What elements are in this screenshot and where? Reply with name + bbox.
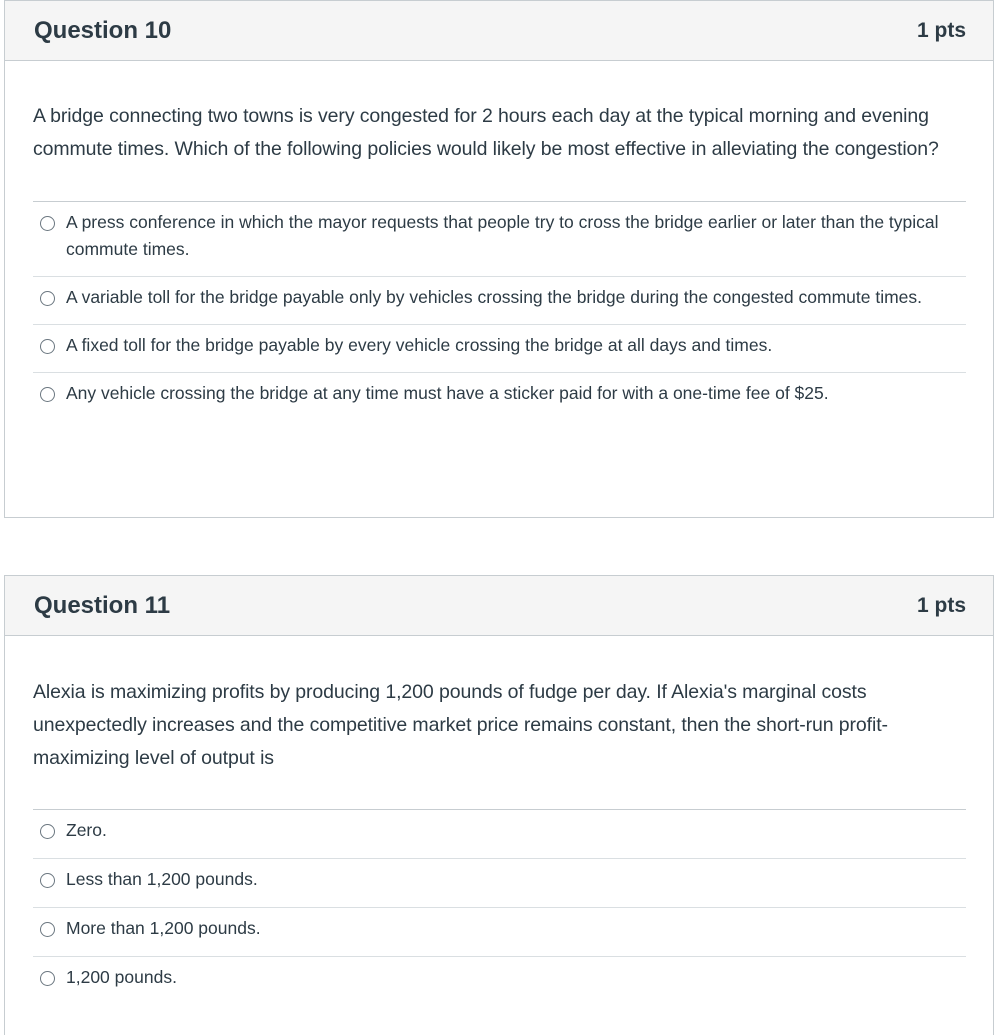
radio-button[interactable] [40, 824, 55, 839]
answer-option-c[interactable] [33, 325, 966, 373]
answer-label[interactable]: A variable toll for the bridge payable only by vehicles crossing the bridge during the congested commute times. [66, 287, 923, 307]
question-text: Alexia is maximizing profits by producing 1,200 pounds of fudge per day. If Alexia's marginal costs unexpectedly increases and the competitive market price remains constant, then the short-run profit-maximizing level of output is [33, 636, 966, 810]
question-body [5, 61, 993, 420]
question-title: Question 10 [34, 16, 172, 44]
answer-option-a[interactable] [33, 810, 966, 859]
radio-button[interactable] [40, 216, 55, 231]
answer-label[interactable]: A press conference in which the mayor requests that people try to cross the bridge earlier or later than the typical commute times. [66, 212, 939, 259]
answer-option-c[interactable] [33, 908, 966, 957]
answer-label[interactable]: Any vehicle crossing the bridge at any time must have a sticker paid for with a one-time fee of $25. [66, 383, 829, 403]
radio-button[interactable] [40, 291, 55, 306]
answer-list [33, 810, 966, 1005]
answer-label[interactable]: A fixed toll for the bridge payable by every vehicle crossing the bridge at all days and times. [66, 335, 773, 355]
radio-button[interactable] [40, 387, 55, 402]
question-body [5, 636, 993, 1005]
question-header [5, 576, 993, 636]
answer-option-d[interactable] [33, 957, 966, 1005]
radio-button[interactable] [40, 971, 55, 986]
question-header [5, 1, 993, 61]
answer-option-b[interactable] [33, 859, 966, 908]
question-points: 1 pts [916, 593, 966, 617]
answer-label[interactable]: Less than 1,200 pounds. [66, 869, 258, 889]
radio-button[interactable] [40, 873, 55, 888]
question-points: 1 pts [916, 18, 966, 42]
answer-list [33, 202, 966, 420]
question-card-10 [4, 0, 994, 518]
answer-label[interactable]: Zero. [66, 820, 107, 840]
answer-label[interactable]: More than 1,200 pounds. [66, 918, 261, 938]
answer-label[interactable]: 1,200 pounds. [66, 967, 177, 987]
question-text: A bridge connecting two towns is very congested for 2 hours each day at the typical morning and evening commute times. Which of the following policies would likely be most effective in alleviating the congestion? [33, 61, 966, 202]
answer-option-b[interactable] [33, 277, 966, 325]
radio-button[interactable] [40, 922, 55, 937]
question-card-11 [4, 575, 994, 1035]
answer-option-d[interactable] [33, 373, 966, 420]
question-title: Question 11 [34, 591, 171, 619]
radio-button[interactable] [40, 339, 55, 354]
answer-option-a[interactable] [33, 202, 966, 277]
